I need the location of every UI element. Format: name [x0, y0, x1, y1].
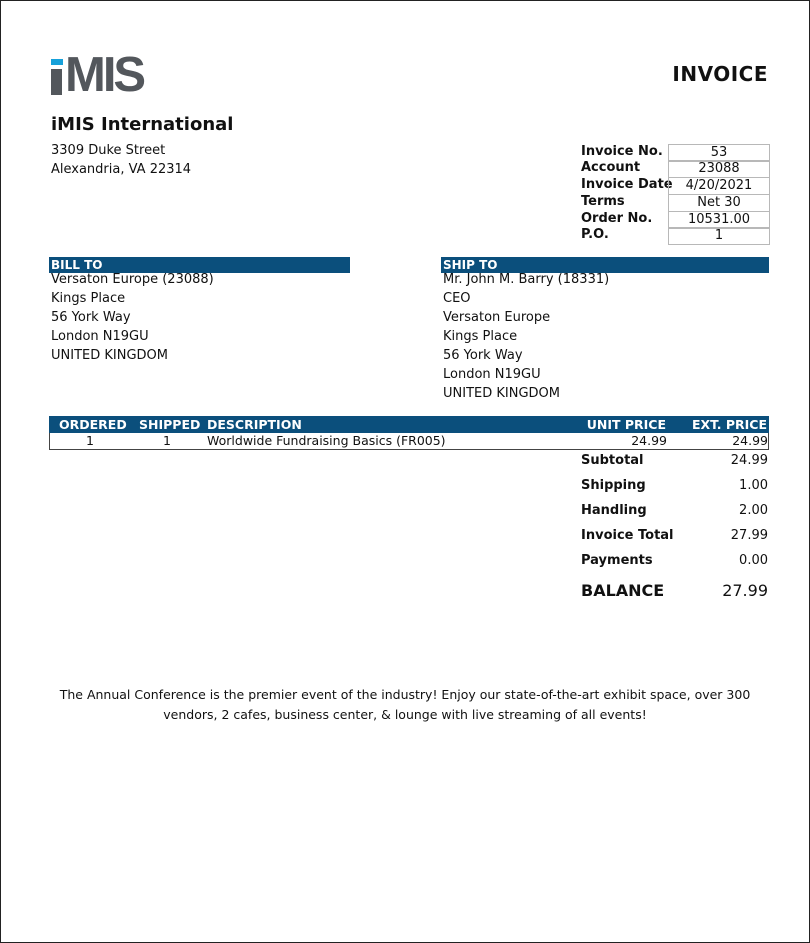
- ship-to-line: CEO: [443, 291, 471, 306]
- ship-to-header: SHIP TO: [441, 257, 769, 273]
- ship-to-line: UNITED KINGDOM: [443, 386, 560, 401]
- col-description: DESCRIPTION: [207, 417, 302, 432]
- bill-to-line: London N19GU: [51, 329, 149, 344]
- bill-to-line: Kings Place: [51, 291, 126, 306]
- payments-label: Payments: [581, 553, 653, 568]
- ship-to-line: 56 York Way: [443, 348, 523, 363]
- company-address-line1: 3309 Duke Street: [51, 143, 166, 158]
- invoice-total-value: 27.99: [730, 528, 768, 543]
- subtotal-value: 24.99: [730, 453, 768, 468]
- company-logo: [48, 48, 173, 102]
- logo-text: MIS: [65, 48, 144, 102]
- footer-message: The Annual Conference is the premier event of the industry! Enjoy our state-of-the-art exhibit space, over 300 vendors, 2 cafes, business center, & lounge with live streaming of all events!: [59, 687, 751, 722]
- payments-value: 0.00: [739, 553, 768, 568]
- invoice-total-label: Invoice Total: [581, 528, 674, 543]
- logo-stem: [51, 69, 62, 95]
- meta-label-account: Account: [581, 160, 641, 175]
- ship-to-line: London N19GU: [443, 367, 541, 382]
- col-ordered: ORDERED: [59, 417, 127, 432]
- meta-value-invoice-date: 4/20/2021: [668, 177, 770, 195]
- bill-to-line: 56 York Way: [51, 310, 131, 325]
- handling-value: 2.00: [739, 503, 768, 518]
- meta-label-terms: Terms: [581, 194, 625, 209]
- meta-label-order-no: Order No.: [581, 211, 653, 226]
- ship-to-line: Versaton Europe: [443, 310, 551, 325]
- meta-label-invoice-date: Invoice Date: [581, 177, 673, 192]
- meta-value-invoice-no: 53: [668, 144, 770, 162]
- col-ext-price: EXT. PRICE: [691, 417, 767, 432]
- cell-ordered: 1: [86, 433, 94, 448]
- shipping-value: 1.00: [739, 478, 768, 493]
- invoice-title: INVOICE: [672, 62, 768, 86]
- subtotal-label: Subtotal: [581, 453, 644, 468]
- balance-value: 27.99: [722, 581, 768, 600]
- ship-to-line: Kings Place: [443, 329, 518, 344]
- cell-shipped: 1: [163, 433, 171, 448]
- meta-value-po: 1: [668, 227, 770, 245]
- bill-to-line: UNITED KINGDOM: [51, 348, 168, 363]
- shipping-label: Shipping: [581, 478, 646, 493]
- logo-accent-mark: [51, 59, 63, 65]
- col-unit-price: UNIT PRICE: [586, 417, 666, 432]
- items-table-header: [49, 416, 769, 433]
- bill-to-header: BILL TO: [49, 257, 350, 273]
- meta-value-terms: Net 30: [668, 194, 770, 212]
- cell-ext-price: 24.99: [732, 433, 768, 448]
- meta-label-po: P.O.: [581, 227, 609, 242]
- handling-label: Handling: [581, 503, 647, 518]
- table-row: [49, 433, 769, 450]
- company-address-line2: Alexandria, VA 22314: [51, 162, 192, 177]
- meta-value-account: 23088: [668, 160, 770, 178]
- balance-label: BALANCE: [581, 581, 665, 600]
- meta-value-order-no: 10531.00: [668, 211, 770, 229]
- meta-label-invoice-no: Invoice No.: [581, 144, 663, 159]
- ship-to-line: Mr. John M. Barry (18331): [443, 272, 610, 287]
- cell-description: Worldwide Fundraising Basics (FR005): [207, 433, 446, 448]
- col-shipped: SHIPPED: [139, 417, 201, 432]
- cell-unit-price: 24.99: [631, 433, 667, 448]
- company-name: iMIS International: [51, 114, 234, 135]
- bill-to-line: Versaton Europe (23088): [51, 272, 214, 287]
